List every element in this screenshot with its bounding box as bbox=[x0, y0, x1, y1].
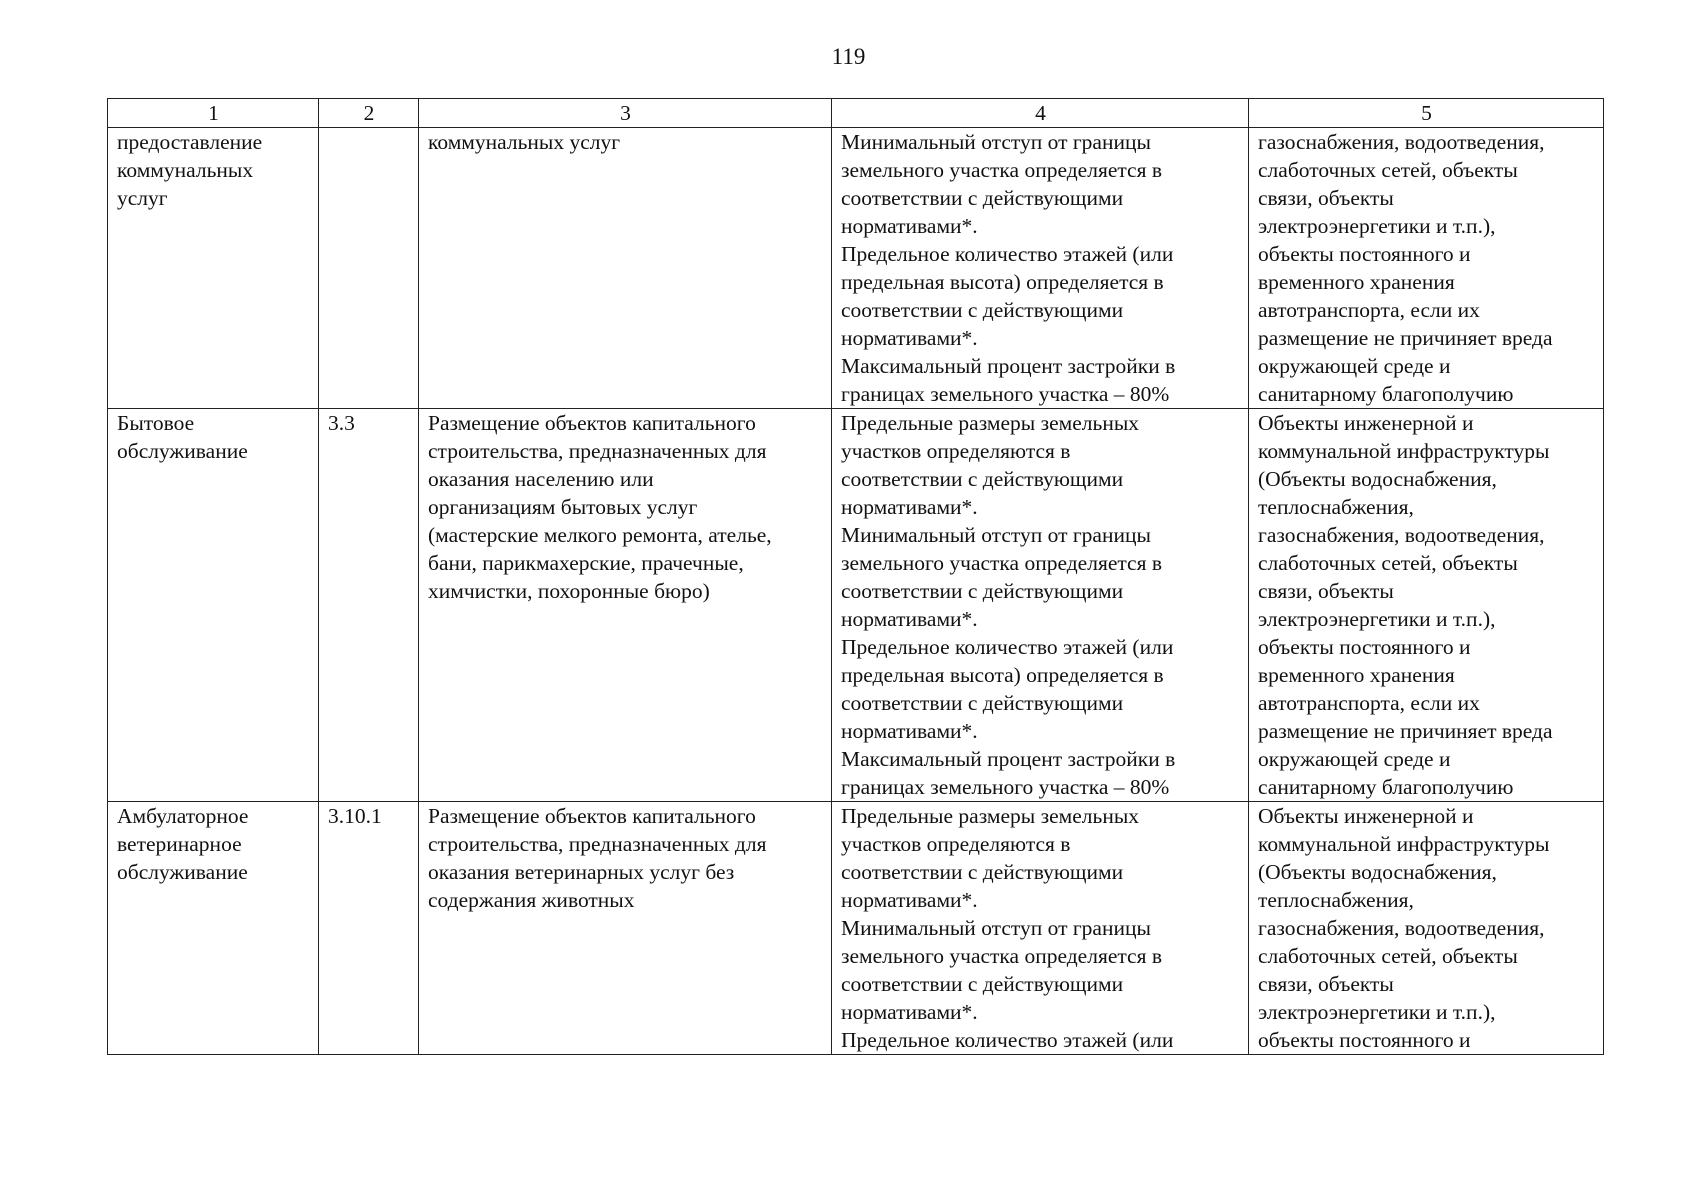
cell-text-line: временного хранения bbox=[1258, 663, 1455, 687]
cell-text-line: окружающей среде и bbox=[1258, 747, 1451, 771]
cell-text-line: соответствии с действующими bbox=[841, 467, 1124, 491]
parameters-cell bbox=[832, 802, 1249, 1055]
cell-text-line: оказания населению или bbox=[428, 467, 654, 491]
cell-text-line: нормативами*. bbox=[841, 719, 978, 743]
cell-text-line: Максимальный процент застройки в bbox=[841, 747, 1176, 771]
cell-text-line: Минимальный отступ от границы bbox=[841, 130, 1151, 154]
cell-text-line: предельная высота) определяется в bbox=[841, 270, 1164, 294]
cell-text-line: коммунальных услуг bbox=[428, 130, 621, 154]
cell-text-line: 3.3 bbox=[328, 411, 355, 435]
cell-text-line: Минимальный отступ от границы bbox=[841, 523, 1151, 547]
cell-text-line: временного хранения bbox=[1258, 270, 1455, 294]
cell-text-line: газоснабжения, водоотведения, bbox=[1258, 523, 1545, 547]
cell-text-line: предоставление bbox=[117, 130, 263, 154]
cell-text-line: границах земельного участка – 80% bbox=[841, 382, 1170, 406]
cell-text-line: соответствии с действующими bbox=[841, 691, 1124, 715]
table-row bbox=[108, 409, 1604, 802]
cell-text-line: границах земельного участка – 80% bbox=[841, 775, 1170, 799]
cell-text-line: земельного участка определяется в bbox=[841, 944, 1162, 968]
cell-text-line: коммунальной инфраструктуры bbox=[1258, 439, 1550, 463]
page-number: 119 bbox=[831, 44, 866, 69]
cell-text-line: нормативами*. bbox=[841, 888, 978, 912]
cell-text-line: теплоснабжения, bbox=[1258, 495, 1414, 519]
column-header: 2 bbox=[319, 99, 419, 128]
land-use-description-cell bbox=[419, 802, 832, 1055]
cell-text-line: участков определяются в bbox=[841, 439, 1071, 463]
cell-text-line: нормативами*. bbox=[841, 326, 978, 350]
cell-text-line: газоснабжения, водоотведения, bbox=[1258, 916, 1545, 940]
cell-text-line: предельная высота) определяется в bbox=[841, 663, 1164, 687]
cell-text-line: строительства, предназначенных для bbox=[428, 439, 767, 463]
cell-text-line: электроэнергетики и т.п.), bbox=[1258, 607, 1496, 631]
cell-text-line: Максимальный процент застройки в bbox=[841, 354, 1176, 378]
cell-text-line: земельного участка определяется в bbox=[841, 551, 1162, 575]
cell-text-line: нормативами*. bbox=[841, 214, 978, 238]
cell-text-line: нормативами*. bbox=[841, 495, 978, 519]
cell-text-line: теплоснабжения, bbox=[1258, 888, 1414, 912]
auxiliary-uses-cell bbox=[1249, 409, 1604, 802]
cell-text-line: Объекты инженерной и bbox=[1258, 804, 1474, 828]
cell-text-line: электроэнергетики и т.п.), bbox=[1258, 214, 1496, 238]
table-row bbox=[108, 128, 1604, 409]
cell-text-line: размещение не причиняет вреда bbox=[1258, 326, 1553, 350]
cell-text-line: слаботочных сетей, объекты bbox=[1258, 158, 1518, 182]
column-header: 3 bbox=[419, 99, 832, 128]
cell-text-line: связи, объекты bbox=[1258, 186, 1394, 210]
cell-text-line: соответствии с действующими bbox=[841, 860, 1124, 884]
land-use-description-cell bbox=[419, 128, 832, 409]
cell-text-line: санитарному благополучию bbox=[1258, 382, 1514, 406]
auxiliary-uses-cell bbox=[1249, 128, 1604, 409]
cell-text-line: (Объекты водоснабжения, bbox=[1258, 467, 1497, 491]
cell-text-line: Минимальный отступ от границы bbox=[841, 916, 1151, 940]
cell-text-line: связи, объекты bbox=[1258, 579, 1394, 603]
cell-text-line: Объекты инженерной и bbox=[1258, 411, 1474, 435]
cell-text-line: участков определяются в bbox=[841, 832, 1071, 856]
cell-text-line: Предельные размеры земельных bbox=[841, 804, 1140, 828]
land-use-code-cell bbox=[319, 802, 419, 1055]
table-body bbox=[108, 128, 1604, 1055]
cell-text-line: (мастерские мелкого ремонта, ателье, bbox=[428, 523, 772, 547]
column-header: 1 bbox=[108, 99, 319, 128]
land-use-table bbox=[107, 98, 1604, 1055]
cell-text-line: нормативами*. bbox=[841, 1000, 978, 1024]
land-use-code-cell bbox=[319, 409, 419, 802]
land-use-name-cell bbox=[108, 409, 319, 802]
cell-text-line: Предельное количество этажей (или bbox=[841, 635, 1174, 659]
cell-text-line: санитарному благополучию bbox=[1258, 775, 1514, 799]
land-use-code-cell bbox=[319, 128, 419, 409]
cell-text-line: Предельное количество этажей (или bbox=[841, 1028, 1174, 1052]
cell-text-line: размещение не причиняет вреда bbox=[1258, 719, 1553, 743]
cell-text-line: оказания ветеринарных услуг без bbox=[428, 860, 735, 884]
cell-text-line: 3.10.1 bbox=[328, 804, 382, 828]
cell-text-line: организациям бытовых услуг bbox=[428, 495, 698, 519]
cell-text-line: химчистки, похоронные бюро) bbox=[428, 579, 710, 603]
cell-text-line: Амбулаторное bbox=[117, 804, 249, 828]
auxiliary-uses-cell bbox=[1249, 802, 1604, 1055]
cell-text-line: объекты постоянного и bbox=[1258, 1028, 1471, 1052]
column-header: 5 bbox=[1249, 99, 1604, 128]
cell-text-line: ветеринарное bbox=[117, 832, 242, 856]
cell-text-line: объекты постоянного и bbox=[1258, 635, 1471, 659]
cell-text-line: Размещение объектов капитального bbox=[428, 411, 756, 435]
cell-text-line: соответствии с действующими bbox=[841, 579, 1124, 603]
cell-text-line: автотранспорта, если их bbox=[1258, 298, 1480, 322]
parameters-cell bbox=[832, 128, 1249, 409]
cell-text-line: Размещение объектов капитального bbox=[428, 804, 756, 828]
cell-text-line: Бытовое bbox=[117, 411, 195, 435]
parameters-cell bbox=[832, 409, 1249, 802]
cell-text-line: нормативами*. bbox=[841, 607, 978, 631]
cell-text-line: обслуживание bbox=[117, 439, 248, 463]
column-header: 4 bbox=[832, 99, 1249, 128]
cell-text-line: коммунальной инфраструктуры bbox=[1258, 832, 1550, 856]
cell-text-line: электроэнергетики и т.п.), bbox=[1258, 1000, 1496, 1024]
cell-text-line: соответствии с действующими bbox=[841, 186, 1124, 210]
cell-text-line: обслуживание bbox=[117, 860, 248, 884]
cell-text-line: автотранспорта, если их bbox=[1258, 691, 1480, 715]
cell-text-line: услуг bbox=[117, 186, 168, 210]
cell-text-line: соответствии с действующими bbox=[841, 298, 1124, 322]
cell-text-line: Предельные размеры земельных bbox=[841, 411, 1140, 435]
cell-text-line: окружающей среде и bbox=[1258, 354, 1451, 378]
cell-text-line: слаботочных сетей, объекты bbox=[1258, 944, 1518, 968]
cell-text-line: газоснабжения, водоотведения, bbox=[1258, 130, 1545, 154]
cell-text-line: строительства, предназначенных для bbox=[428, 832, 767, 856]
land-use-description-cell bbox=[419, 409, 832, 802]
cell-text-line: соответствии с действующими bbox=[841, 972, 1124, 996]
cell-text-line: связи, объекты bbox=[1258, 972, 1394, 996]
table-row bbox=[108, 802, 1604, 1055]
cell-text-line: земельного участка определяется в bbox=[841, 158, 1162, 182]
table-header-row bbox=[108, 99, 1604, 128]
cell-text-line: содержания животных bbox=[428, 888, 635, 912]
cell-text-line: коммунальных bbox=[117, 158, 254, 182]
cell-text-line: слаботочных сетей, объекты bbox=[1258, 551, 1518, 575]
land-use-name-cell bbox=[108, 128, 319, 409]
cell-text-line: бани, парикмахерские, прачечные, bbox=[428, 551, 744, 575]
cell-text-line: объекты постоянного и bbox=[1258, 242, 1471, 266]
cell-text-line: Предельное количество этажей (или bbox=[841, 242, 1174, 266]
land-use-name-cell bbox=[108, 802, 319, 1055]
cell-text-line: (Объекты водоснабжения, bbox=[1258, 860, 1497, 884]
